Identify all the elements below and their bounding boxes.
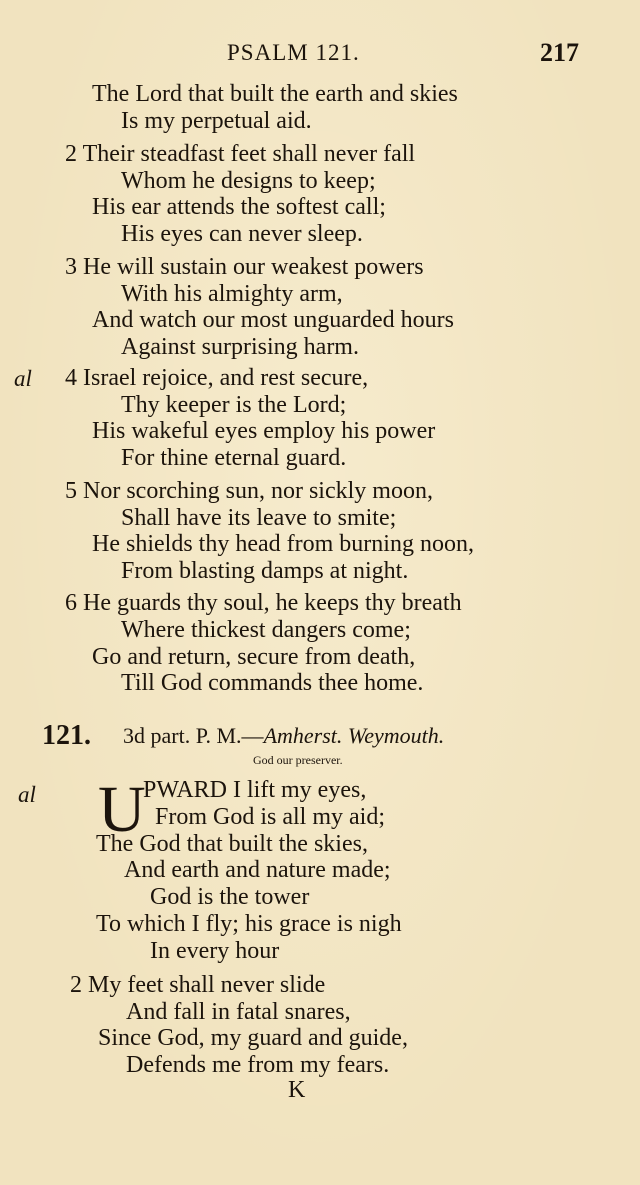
verse-line: With his almighty arm, <box>121 281 343 307</box>
verse-line: From blasting damps at night. <box>121 558 409 584</box>
page-number: 217 <box>540 38 579 67</box>
verse-line: To which I fly; his grace is nigh <box>96 911 402 937</box>
hymn-part: 3d part. P. M.— <box>123 723 264 748</box>
verse-line: And fall in fatal snares, <box>126 999 351 1025</box>
verse-line: 4 Israel rejoice, and rest secure, <box>65 365 369 391</box>
running-head: PSALM 121. <box>227 40 360 65</box>
verse-line: Till God commands thee home. <box>121 670 424 696</box>
hymn-tunes: Amherst. Weymouth. <box>263 723 445 748</box>
verse-line: His eyes can never sleep. <box>121 221 363 247</box>
verse-line: Thy keeper is the Lord; <box>121 392 347 418</box>
drop-cap: U <box>98 773 146 846</box>
signature-mark: K <box>288 1077 306 1103</box>
verse-line: 2 My feet shall never slide <box>70 972 326 998</box>
verse-line: Defends me from my fears. <box>126 1052 390 1078</box>
verse-line: He shields thy head from burning noon, <box>92 531 474 557</box>
verse-line: Is my perpetual aid. <box>121 108 312 134</box>
verse-line: Whom he designs to keep; <box>121 168 376 194</box>
verse-line: The God that built the skies, <box>96 831 368 857</box>
verse-line: 5 Nor scorching sun, nor sickly moon, <box>65 478 433 504</box>
verse-line: 2 Their steadfast feet shall never fall <box>65 141 416 167</box>
verse-line: His wakeful eyes employ his power <box>92 418 436 444</box>
margin-mark: al <box>18 782 36 807</box>
verse-line: Since God, my guard and guide, <box>98 1025 408 1051</box>
verse-line: From God is all my aid; <box>155 804 385 830</box>
verse-line: Where thickest dangers come; <box>121 617 411 643</box>
verse-line: The Lord that built the earth and skies <box>92 81 458 107</box>
verse-line: In every hour <box>150 938 280 964</box>
margin-mark: al <box>14 366 32 391</box>
verse-line: 3 He will sustain our weakest powers <box>65 254 424 280</box>
verse-line: Shall have its leave to smite; <box>121 505 397 531</box>
hymn-number: 121. <box>42 720 91 751</box>
hymn-subtitle: God our preserver. <box>253 753 343 767</box>
hymn-heading <box>123 723 444 749</box>
verse-line: Go and return, secure from death, <box>92 644 416 670</box>
verse-line: And watch our most unguarded hours <box>92 307 454 333</box>
verse-line: Against surprising harm. <box>121 334 359 360</box>
verse-line: God is the tower <box>150 884 310 910</box>
verse-line: His ear attends the softest call; <box>92 194 386 220</box>
verse-line: PWARD I lift my eyes, <box>143 777 367 803</box>
verse-line: And earth and nature made; <box>124 857 391 883</box>
verse-line: For thine eternal guard. <box>121 445 347 471</box>
verse-line: 6 He guards thy soul, he keeps thy breath <box>65 590 462 616</box>
